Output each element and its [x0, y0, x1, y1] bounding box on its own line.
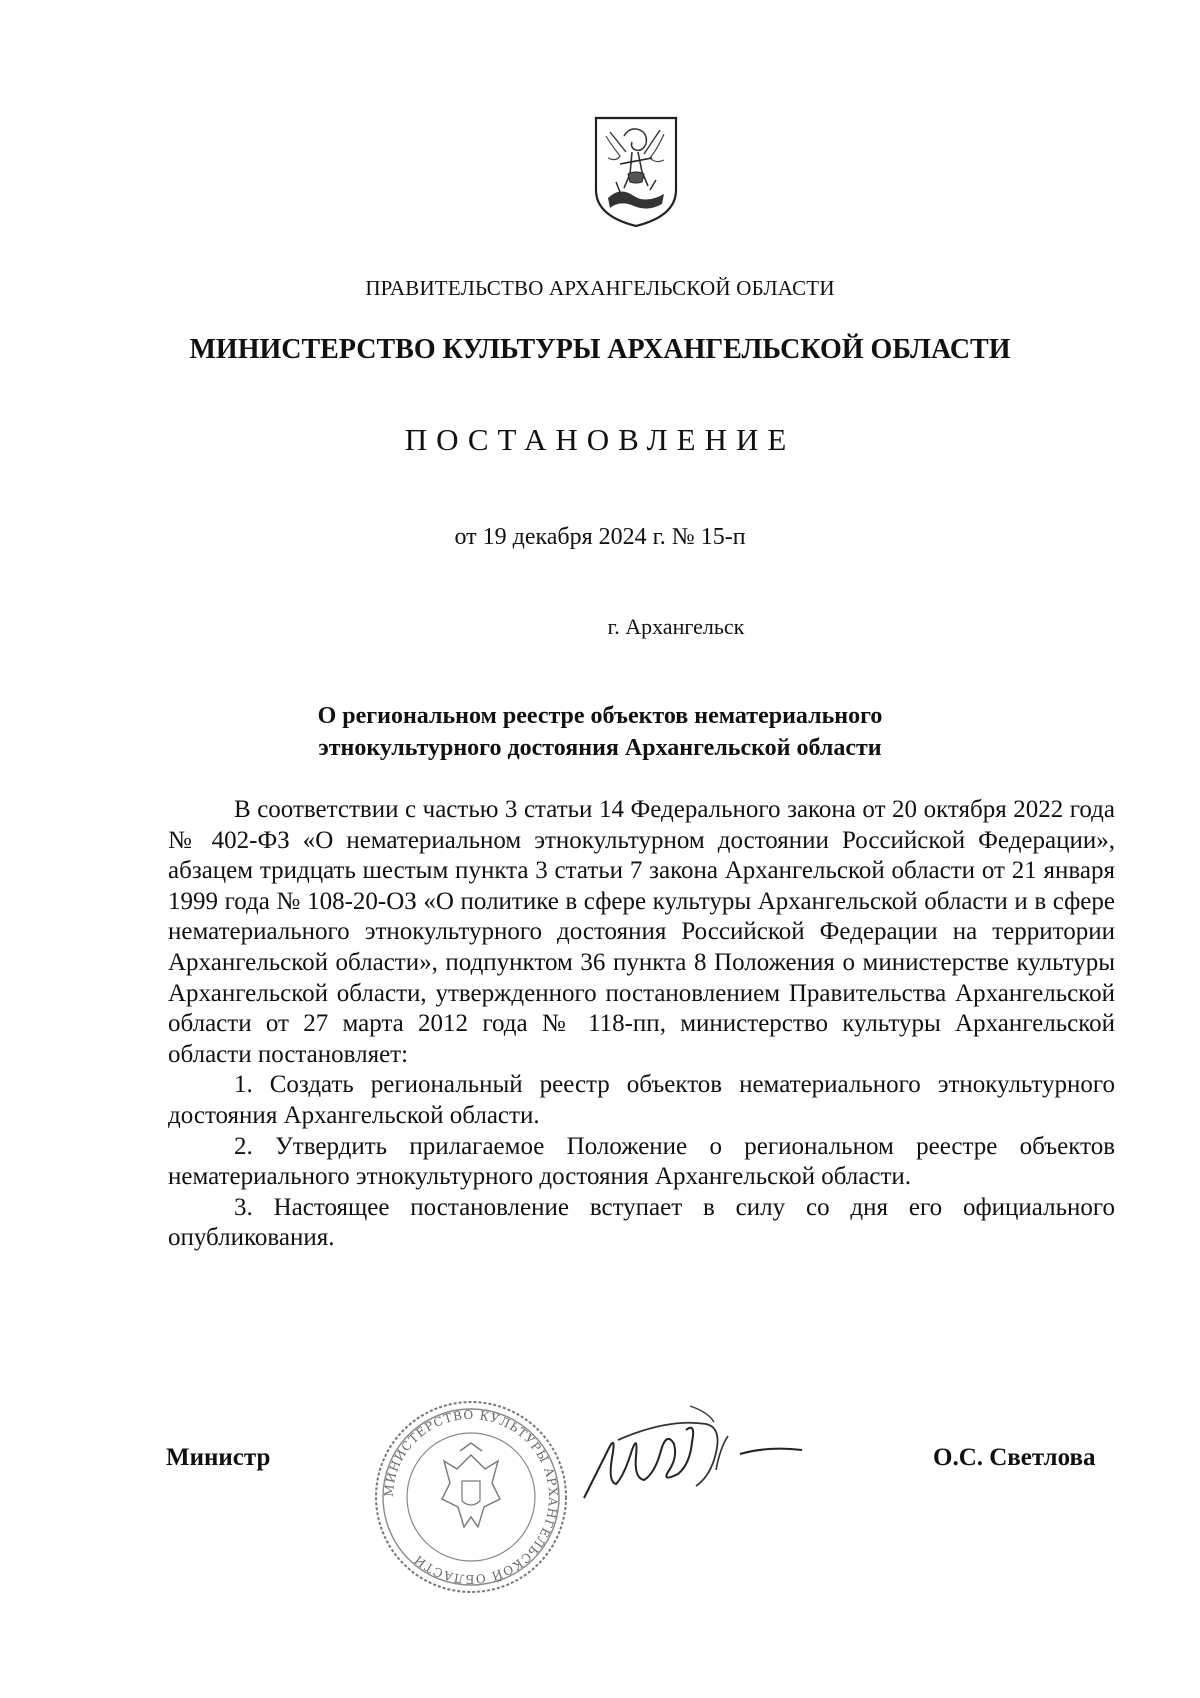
- title-line-2: этнокультурного достояния Архангельской области: [318, 735, 882, 761]
- document-city: г. Архангельск: [607, 614, 745, 639]
- ministry-name: МИНИСТЕРСТВО КУЛЬТУРЫ АРХАНГЕЛЬСКОЙ ОБЛАСТИ: [189, 334, 1011, 365]
- signatory-position: Министр: [166, 1444, 271, 1471]
- title-line-1: О региональном реестре объектов нематериального: [317, 703, 883, 729]
- item-paragraph-1: 1. Создать региональный реестр объектов нематериального этнокультурного достояния Архангельской области.: [168, 1071, 1115, 1129]
- official-seal-icon: [372, 1395, 570, 1599]
- seal-text: МИНИСТЕРСТВО КУЛЬТУРЫ АРХАНГЕЛЬСКОЙ ОБЛАСТИ: [381, 1407, 561, 1587]
- preamble-paragraph: В соответствии с частью 3 статьи 14 Федерального закона от 20 октября 2022 года № 402-ФЗ «О нематериальном этнокультурном достоянии Российской Федерации», абзацем тридцать шестым пункта 3 статьи 7 закона Архангельской области от 21 января 1999 года № 108-20-ОЗ «О политике в сфере культуры Архангельской области и в сфере нематериального этнокультурного достояния Российской Федерации на территории Архангельской области», подпунктом 36 пункта 8 Положения о министерстве культуры Архангельской области, утвержденного постановлением Правительства Архангельской области от 27 марта 2012 года № 118-пп, министерство культуры Архангельской области постановляет:: [168, 796, 1115, 1068]
- item-paragraph-3: 3. Настоящее постановление вступает в силу со дня его официального опубликования.: [168, 1193, 1115, 1252]
- document-body: [168, 795, 1115, 1254]
- coat-of-arms-icon: [590, 112, 682, 230]
- item-paragraph-2: 2. Утвердить прилагаемое Положение о региональном реестре объектов нематериального этнокультурного достояния Архангельской области.: [168, 1132, 1115, 1191]
- document-date-number: от 19 декабря 2024 г. № 15-п: [454, 524, 746, 550]
- government-name: ПРАВИТЕЛЬСТВО АРХАНГЕЛЬСКОЙ ОБЛАСТИ: [365, 276, 835, 300]
- signatory-name: О.С. Светлова: [933, 1444, 1096, 1471]
- document-title: [0, 700, 1200, 764]
- document-type: ПОСТАНОВЛЕНИЕ: [404, 422, 796, 457]
- handwritten-signature: [578, 1400, 808, 1510]
